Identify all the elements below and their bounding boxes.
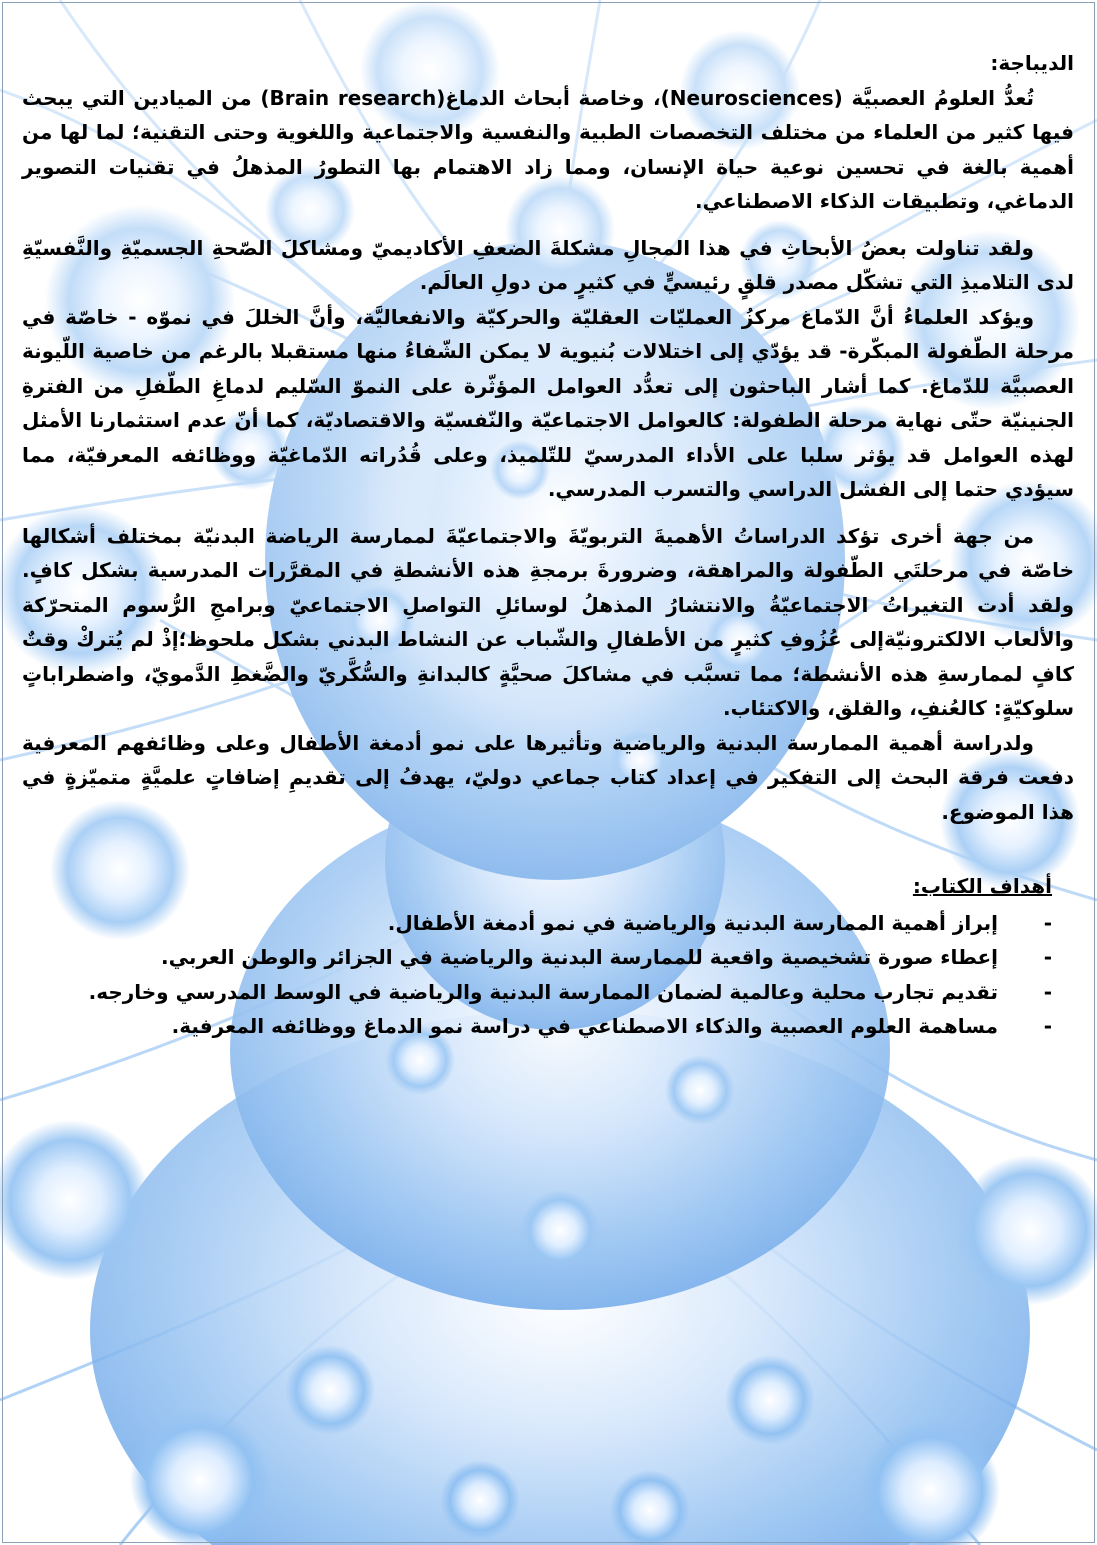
goals-list (22, 906, 1074, 1044)
goal-text: إبراز أهمية الممارسة البدنية والرياضية في نمو أدمغة الأطفال. (387, 910, 998, 935)
paragraph-book-purpose: ولدراسة أهمية الممارسة البدنية والرياضية وتأثيرها على نمو أدمغة الأطفال وعلى وظائفهم المعرفية دفعت فرقة البحث إلى التفكير في إعداد كتاب جماعي دوليّ، يهدفُ إلى تقديمِ إضافاتٍ علميَّةٍ متميّزةٍ في هذا الموضوع. (22, 730, 1074, 824)
bullet-dash: - (1043, 945, 1052, 969)
bullet-dash: - (1043, 910, 1052, 935)
bullet-dash: - (1043, 1014, 1052, 1038)
bullet-dash: - (1043, 979, 1052, 1004)
goal-text: مساهمة العلوم العصبية والذكاء الاصطناعي في دراسة نمو الدماغ ووظائفه المعرفية. (171, 1014, 998, 1038)
paragraph-brain-development: ويؤكد العلماءُ أنَّ الدّماغ مركزُ العمليّات العقليّة والحركيّة والانفعاليَّة، وأنَّ الخللَ في نموّه - خاصّة في مرحلة الطّفولة المبكّرة- قد يؤدّي إلى اختلالات بُنيوية لا يمكن الشّفاءُ منها مستقبلا بالرغم من خاصية اللّيونة العصبيَّة للدّماغ. كما أشار الباحثون إلى تعدُّد العوامل المؤثّرة على النموّ السّليم لدماغِ الطّفلِ من الفترةِ الجنينيّة حتّى نهاية مرحلة الطفولة: كالعوامل الاجتماعيّة والنّفسيّة والاقتصاديّة، كما أنّ عدم استثمارنا الأمثل لهذه العوامل قد يؤثر سلبا على الأداء المدرسيّ للتّلميذ، وعلى قُدُراته الدّماغيّة ووظائفه المعرفيّة، مما سيؤدي حتما إلى الفشل الدراسي والتسرب المدرسي. (22, 304, 1074, 501)
goal-item (22, 975, 1052, 1010)
goal-text: تقديم تجارب محلية وعالمية لضمان الممارسة البدنية والرياضية في الوسط المدرسي وخارجه. (88, 979, 998, 1004)
paragraph-physical-activity: من جهة أخرى تؤكد الدراساتُ الأهميةَ التربويّةَ والاجتماعيّةَ لممارسة الرياضة البدنيّة بمختلف أشكالها خاصّة في مرحلتَي الطّفولة والمراهقة، وضرورةَ برمجةِ هذه الأنشطةِ في المقرَّرات المدرسية بشكل كافٍ. ولقد أدت التغيراتُ الاجتماعيّةُ والانتشارُ المذهلُ لوسائلِ التواصلِ الاجتماعيّ وبرامجِ الرُّسوم المتحرّكة والألعاب الالكترونيّةإلى عُزُوفِ كثيرٍ من الأطفالِ والشّباب عن النشاط البدني بشكل ملحوظ؛إذْ لم يُتركْ وقتٌ كافٍ لممارسةِ هذه الأنشطة؛ مما تسبَّب في مشاكلَ صحيَّةٍ كالبدانةِ والسُّكَّريّ والضَّغطِ الدَّمويّ، واضطراباتٍ سلوكيّةٍ: كالعُنفِ، والقلق، والاكتئاب. (22, 523, 1074, 720)
goal-item (22, 906, 1052, 941)
goal-item (22, 940, 1052, 975)
goals-heading: أهداف الكتاب: (912, 874, 1052, 898)
goal-text: إعطاء صورة تشخيصية واقعية للممارسة البدنية والرياضية في الجزائر والوطن العربي. (161, 945, 998, 969)
paragraph-neurosciences: تُعدُّ العلومُ العصبيَّة (Neurosciences)، وخاصة أبحاث الدماغ(Brain research) من الميادين التي يبحث فيها كثير من العلماء من مختلف التخصصات الطبية والنفسية والاجتماعية واللغوية وحتى التقنية؛ لما لها من أهمية بالغة في تحسين نوعية حياة الإنسان، ومما زاد الاهتمام بها التطورُ المذهلُ في تقنيات التصوير الدماغي، وتطبيقات الذكاء الاصطناعي. (22, 85, 1074, 213)
paragraph-academic-weakness: ولقد تناولت بعضُ الأبحاثِ في هذا المجالِ مشكلةَ الضعفِ الأكاديميّ ومشاكلَ الصّحةِ الجسميّةِ والنَّفسيّةِ لدى التلاميذِ التي تشكّل مصدر قلقٍ رئيسيٍّ في كثيرٍ من دولِ العالَم. (22, 235, 1074, 294)
preamble-heading: الديباجة: (990, 51, 1074, 75)
document-body (22, 46, 1074, 1044)
goal-item (22, 1009, 1052, 1044)
